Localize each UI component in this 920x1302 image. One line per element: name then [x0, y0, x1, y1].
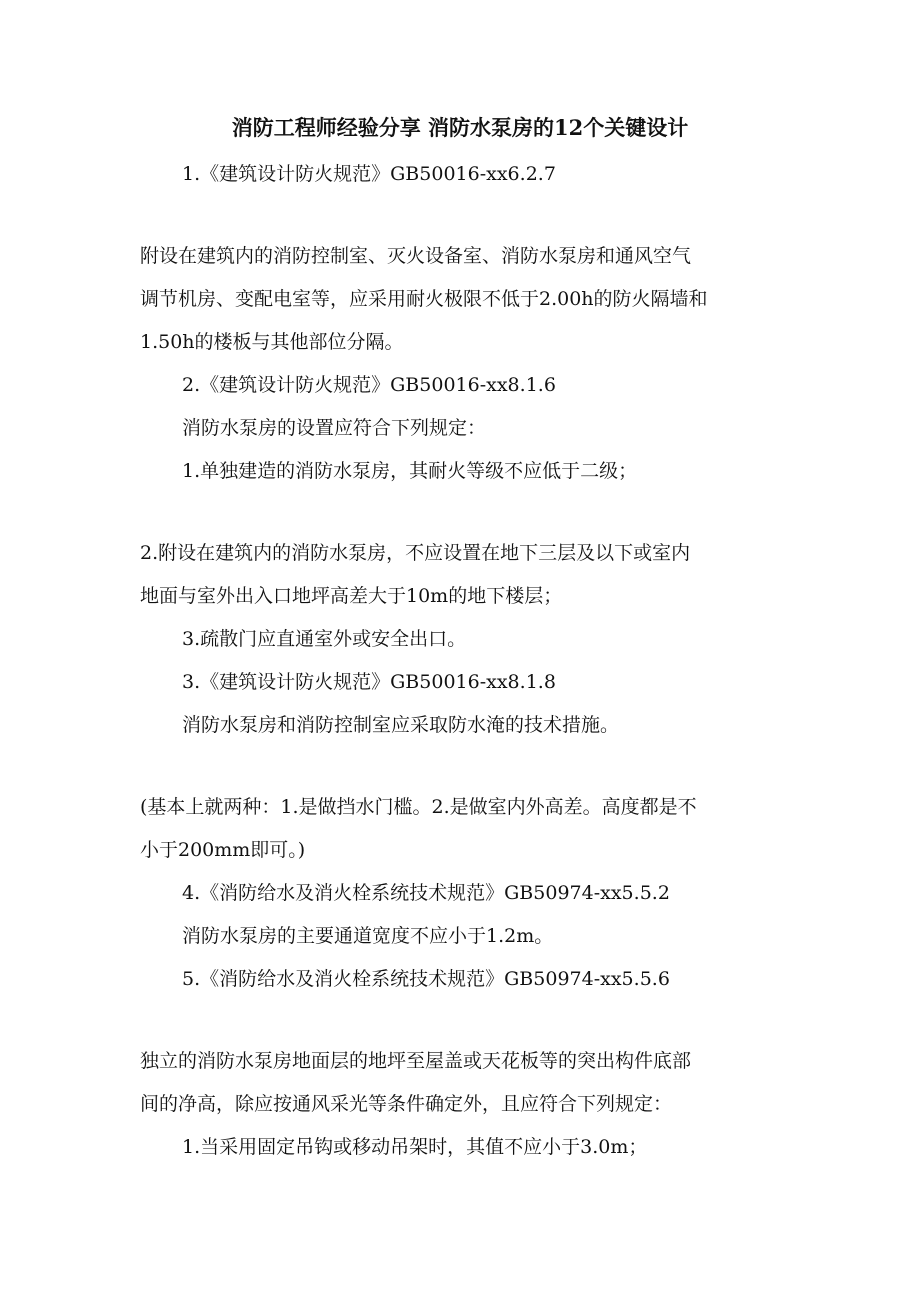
document-title: 消防工程师经验分享 消防水泵房的12个关键设计	[231, 115, 689, 140]
paragraph-line: 1.当采用固定吊钩或移动吊架时，其值不应小于3.0m；	[182, 1136, 648, 1158]
paragraph-line: 消防水泵房的主要通道宽度不应小于1.2m。	[182, 925, 554, 947]
paragraph-line: 1.单独建造的消防水泵房，其耐火等级不应低于二级；	[182, 460, 638, 482]
paragraph-ref-2: 2.《建筑设计防火规范》GB50016-xx8.1.6	[182, 374, 556, 396]
paragraph-line: 小于200mm即可。)	[140, 839, 306, 861]
paragraph-line: 调节机房、变配电室等，应采用耐火极限不低于2.00h的防火隔墙和	[140, 288, 708, 310]
paragraph-line: 地面与室外出入口地坪高差大于10m的地下楼层；	[140, 585, 563, 607]
paragraph-ref-3: 3.《建筑设计防火规范》GB50016-xx8.1.8	[182, 671, 556, 693]
paragraph-ref-5: 5.《消防给水及消火栓系统技术规范》GB50974-xx5.5.6	[182, 968, 670, 990]
paragraph-ref-1: 1.《建筑设计防火规范》GB50016-xx6.2.7	[182, 163, 556, 185]
paragraph-line: 消防水泵房的设置应符合下列规定：	[182, 417, 487, 439]
paragraph-ref-4: 4.《消防给水及消火栓系统技术规范》GB50974-xx5.5.2	[182, 882, 670, 904]
paragraph-line: 消防水泵房和消防控制室应采取防水淹的技术措施。	[182, 714, 620, 736]
paragraph-line: 附设在建筑内的消防控制室、灭火设备室、消防水泵房和通风空气	[140, 245, 692, 267]
paragraph-line: 2.附设在建筑内的消防水泵房，不应设置在地下三层及以下或室内	[140, 542, 691, 564]
paragraph-line: 1.50h的楼板与其他部位分隔。	[140, 331, 404, 353]
paragraph-line: (基本上就两种：1.是做挡水门槛。2.是做室内外高差。高度都是不	[140, 796, 697, 818]
paragraph-line: 独立的消防水泵房地面层的地坪至屋盖或天花板等的突出构件底部	[140, 1050, 692, 1072]
paragraph-line: 间的净高，除应按通风采光等条件确定外，且应符合下列规定：	[140, 1093, 673, 1115]
paragraph-line: 3.疏散门应直通室外或安全出口。	[182, 628, 467, 650]
